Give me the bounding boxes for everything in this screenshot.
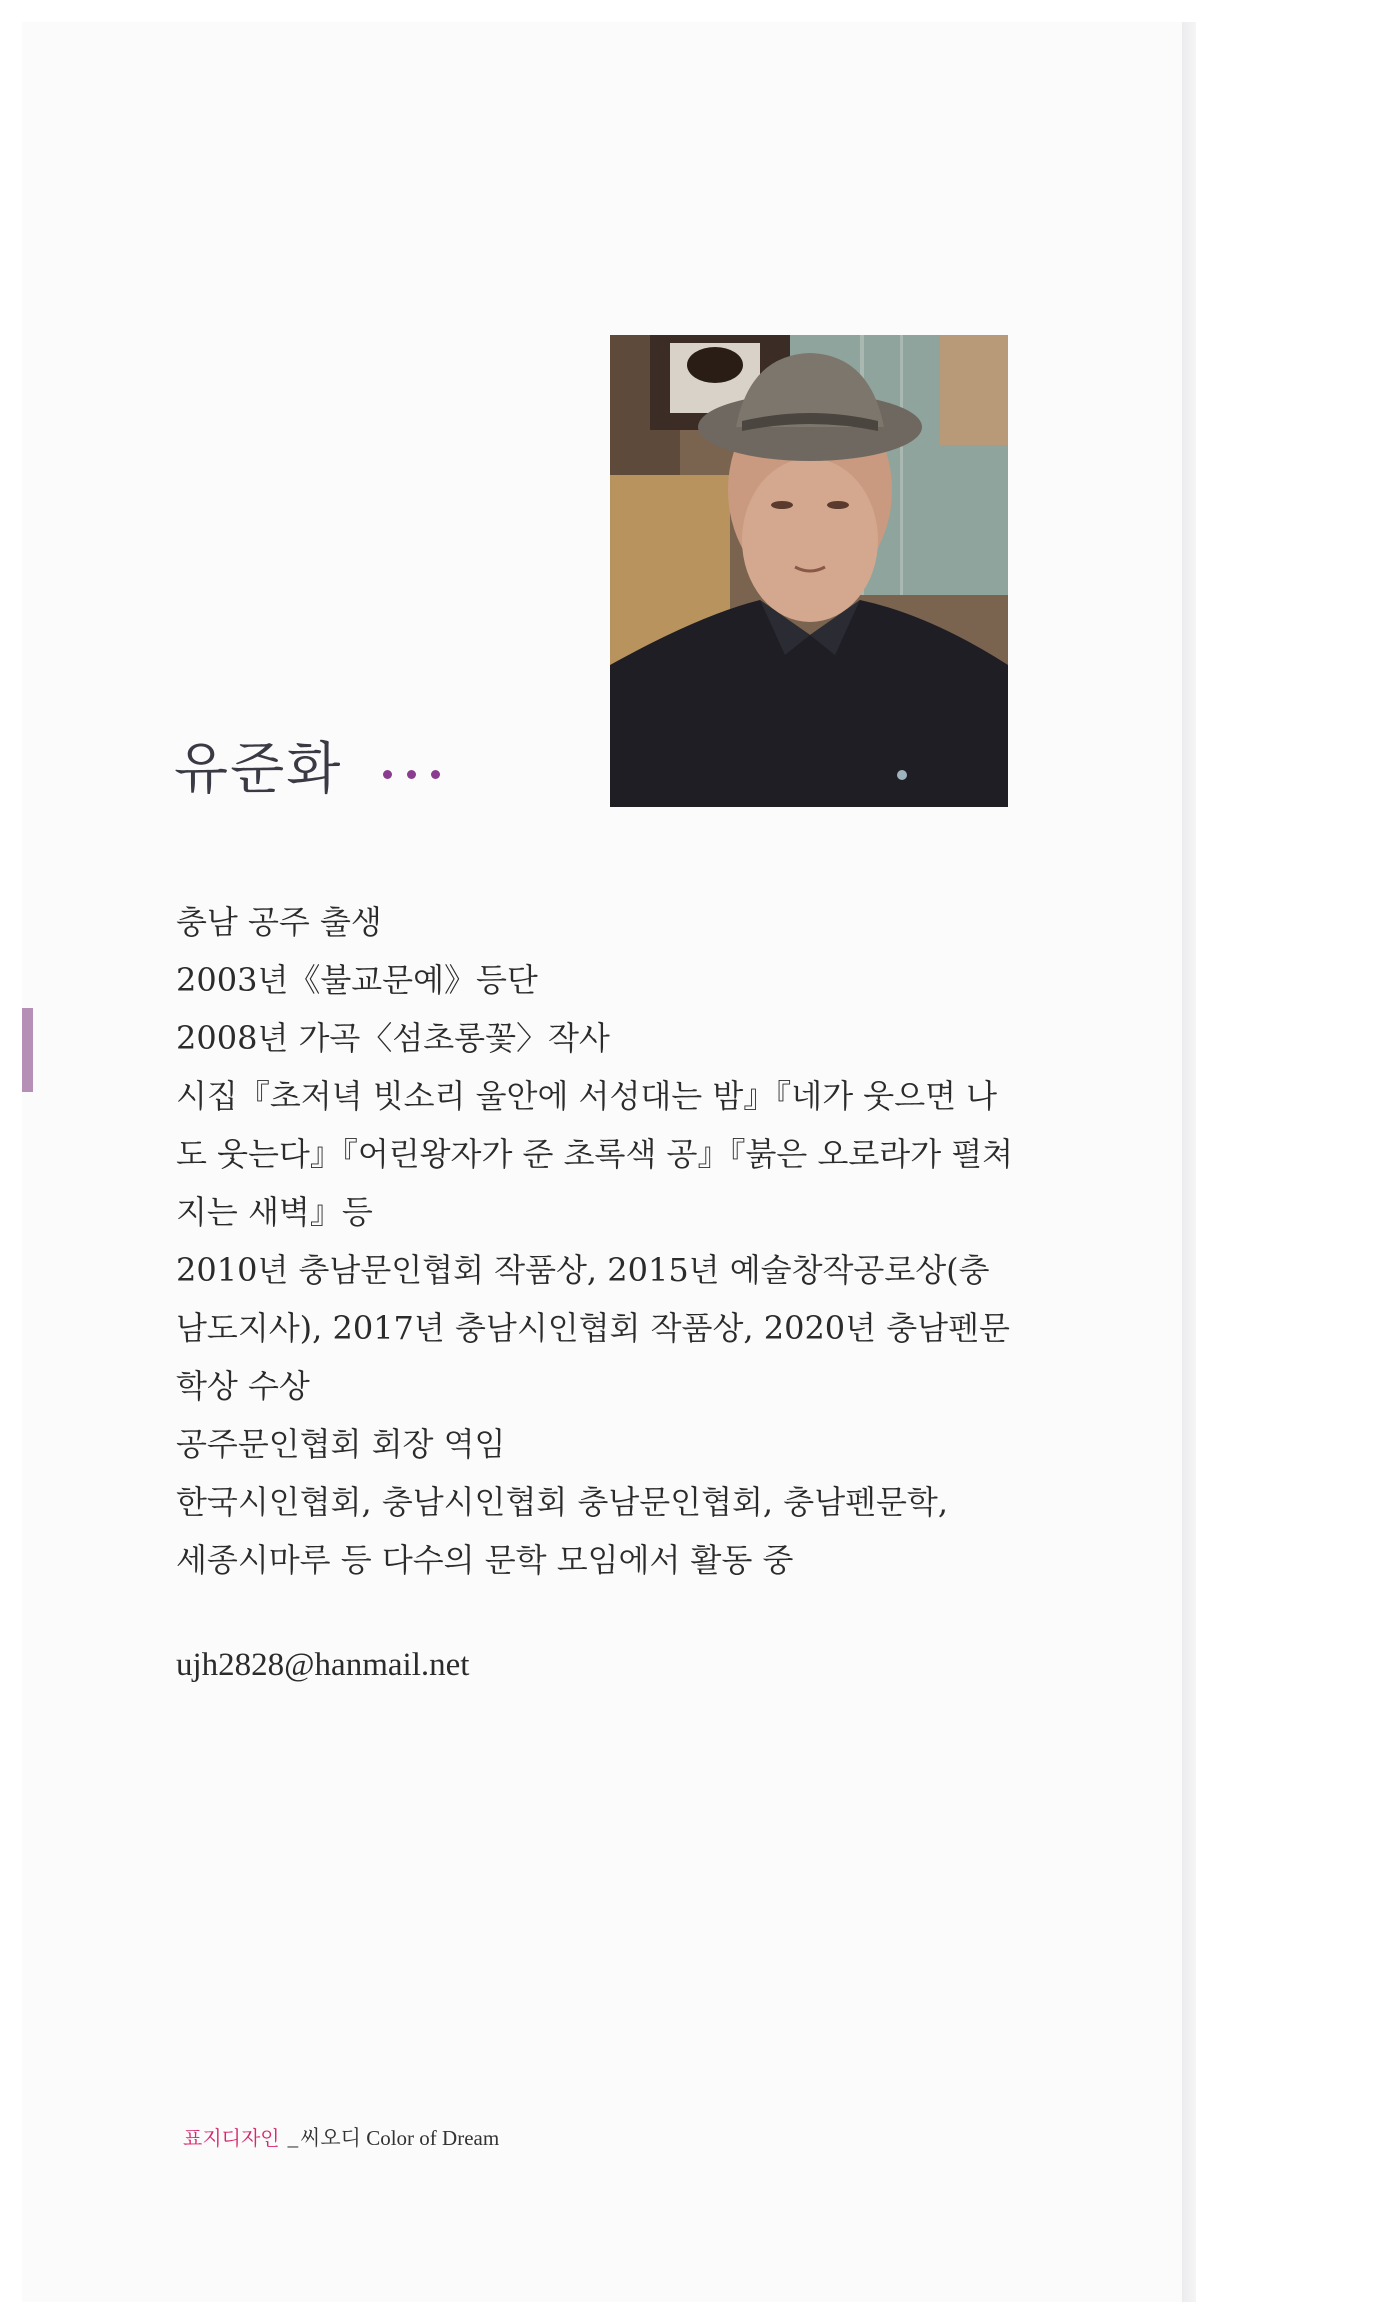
bio-line: 남도지사), 2017년 충남시인협회 작품상, 2020년 충남펜문 — [176, 1309, 1010, 1347]
ellipsis-dots — [383, 770, 473, 782]
cover-design-credit — [183, 2122, 499, 2152]
bio-line: 지는 새벽』등 — [176, 1193, 373, 1231]
bio-line: 시집『초저녁 빗소리 울안에 서성대는 밤』『네가 웃으면 나 — [176, 1077, 998, 1115]
bio-line: 공주문인협회 회장 역임 — [176, 1425, 506, 1463]
author-name: 유준화 — [174, 737, 343, 802]
bio-line: 충남 공주 출생 — [176, 903, 382, 941]
credit-separator: _ — [287, 2126, 299, 2150]
author-email: ujh2828@hanmail.net — [176, 1647, 470, 1683]
credit-label: 표지디자인 — [183, 2126, 280, 2150]
page-edge — [1182, 22, 1196, 2302]
dot — [383, 770, 392, 779]
bio-line: 도 웃는다』『어린왕자가 준 초록색 공』『붉은 오로라가 펼쳐 — [176, 1135, 1014, 1173]
bio-line: 한국시인협회, 충남시인협회 충남문인협회, 충남펜문학, — [176, 1483, 949, 1521]
bio-line: 2008년 가곡〈섬초롱꽃〉작사 — [176, 1019, 610, 1057]
dot — [407, 770, 416, 779]
bio-line: 세종시마루 등 다수의 문학 모임에서 활동 중 — [176, 1541, 794, 1579]
bio-line: 2010년 충남문인협회 작품상, 2015년 예술창작공로상(충 — [176, 1251, 990, 1289]
dot — [431, 770, 440, 779]
bio-line: 학상 수상 — [176, 1367, 310, 1405]
bio-line: 2003년《불교문예》등단 — [176, 961, 538, 999]
credit-value: 씨오디 Color of Dream — [300, 2126, 500, 2150]
author-biography — [176, 893, 1026, 1589]
author-photo — [610, 335, 1008, 807]
bookmark-tab — [22, 1008, 33, 1092]
